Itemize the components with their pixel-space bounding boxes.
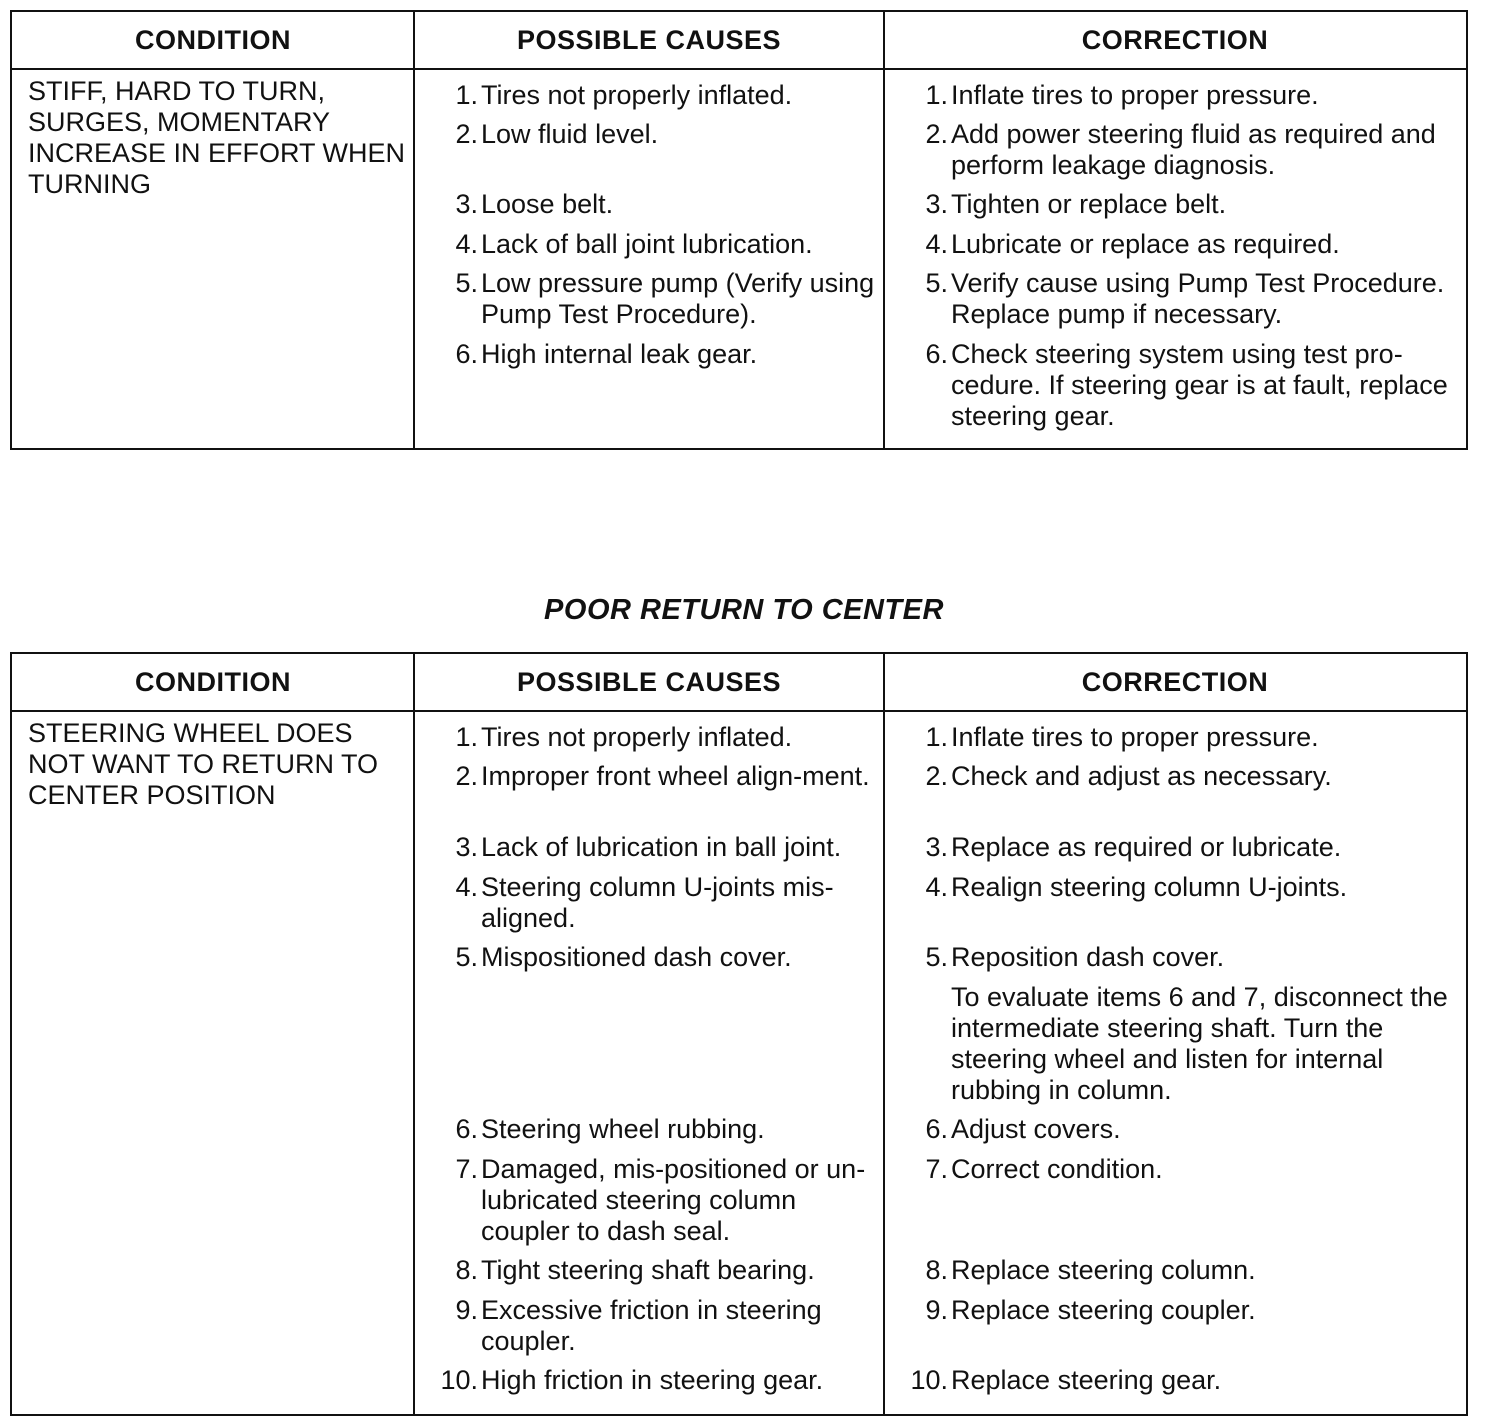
cause-text: Damaged, mis-positioned or un-lubricated steering column coupler to dash seal. — [481, 1154, 866, 1246]
cause-number: 6. — [455, 339, 478, 369]
cause-text: High internal leak gear. — [481, 339, 758, 369]
cause-text: Loose belt. — [481, 189, 614, 219]
table-row — [12, 189, 1466, 219]
evaluation-note: To evaluate items 6 and 7, disconnect the intermediate steering shaft. Turn the steering wheel and listen for internal rubbing in column. — [951, 982, 1448, 1105]
cause-number: 2. — [455, 761, 478, 791]
correction-text: Check and adjust as necessary. — [951, 761, 1332, 791]
table-header — [12, 654, 1466, 712]
table-row — [12, 1365, 1466, 1395]
cause-text: Improper front wheel align-ment. — [481, 761, 870, 791]
table-row — [12, 982, 1466, 1105]
correction-text: Inflate tires to proper pressure. — [951, 722, 1319, 752]
correction-number: 6. — [925, 1114, 948, 1144]
correction-text: Replace steering coupler. — [951, 1295, 1256, 1325]
cause-number: 4. — [455, 229, 478, 259]
cause-number: 1. — [455, 722, 478, 752]
cause-text: Lack of ball joint lubrication. — [481, 229, 813, 259]
cause-text: Mispositioned dash cover. — [481, 942, 792, 972]
correction-text: Add power steering fluid as required and perform leakage diagnosis. — [951, 119, 1436, 180]
section-title: POOR RETURN TO CENTER — [544, 594, 944, 626]
correction-text: Inflate tires to proper pressure. — [951, 80, 1319, 110]
cause-text: High friction in steering gear. — [481, 1365, 824, 1395]
table-row — [12, 832, 1466, 862]
correction-number: 4. — [925, 872, 948, 902]
cause-text: Tires not properly inflated. — [481, 80, 793, 110]
header-condition: CONDITION — [135, 666, 291, 697]
correction-number: 4. — [925, 229, 948, 259]
cause-number: 5. — [455, 268, 478, 298]
cause-number: 1. — [455, 80, 478, 110]
correction-number: 10. — [910, 1365, 948, 1395]
cause-text: Tires not properly inflated. — [481, 722, 793, 752]
cause-number: 3. — [455, 832, 478, 862]
cause-number: 2. — [455, 119, 478, 149]
correction-text: Reposition dash cover. — [951, 942, 1225, 972]
column-divider — [883, 12, 885, 448]
correction-number: 3. — [925, 832, 948, 862]
table-row — [12, 1255, 1466, 1285]
header-possible-causes: POSSIBLE CAUSES — [516, 666, 782, 697]
cause-text: Steering column U-joints mis-aligned. — [481, 872, 834, 933]
table-row — [12, 119, 1466, 180]
diagnosis-table-stiff-steering — [10, 10, 1468, 450]
diagnosis-table-poor-return — [10, 652, 1468, 1416]
column-divider — [883, 654, 885, 1414]
header-correction: CORRECTION — [1081, 24, 1269, 55]
cause-number: 10. — [440, 1365, 478, 1395]
cause-number: 3. — [455, 189, 478, 219]
column-divider — [413, 12, 415, 448]
correction-text: Verify cause using Pump Test Procedure. Replace pump if necessary. — [951, 268, 1445, 329]
cause-number: 6. — [455, 1114, 478, 1144]
table-row — [12, 268, 1466, 329]
column-divider — [413, 654, 415, 1414]
condition-text: STIFF, HARD TO TURN, SURGES, MOMENTARY INCREASE IN EFFORT WHEN TURNING — [28, 76, 406, 199]
cause-number: 7. — [455, 1154, 478, 1184]
correction-number: 7. — [925, 1154, 948, 1184]
cause-text: Steering wheel rubbing. — [481, 1114, 765, 1144]
correction-text: Lubricate or replace as required. — [951, 229, 1340, 259]
header-correction: CORRECTION — [1081, 666, 1269, 697]
correction-text: Tighten or replace belt. — [951, 189, 1227, 219]
table-row — [12, 761, 1466, 791]
correction-number: 2. — [925, 119, 948, 149]
correction-number: 5. — [925, 942, 948, 972]
correction-number: 6. — [925, 339, 948, 369]
correction-number: 1. — [925, 722, 948, 752]
table-row — [12, 229, 1466, 259]
cause-text: Excessive friction in steering coupler. — [481, 1295, 822, 1356]
cause-number: 9. — [455, 1295, 478, 1325]
header-possible-causes: POSSIBLE CAUSES — [516, 24, 782, 55]
cause-number: 4. — [455, 872, 478, 902]
table-row — [12, 339, 1466, 431]
correction-text: Replace steering gear. — [951, 1365, 1222, 1395]
cause-text: Tight steering shaft bearing. — [481, 1255, 815, 1285]
correction-number: 9. — [925, 1295, 948, 1325]
cause-text: Low fluid level. — [481, 119, 659, 149]
correction-number: 5. — [925, 268, 948, 298]
correction-text: Realign steering column U-joints. — [951, 872, 1348, 902]
header-condition: CONDITION — [135, 24, 291, 55]
correction-number: 8. — [925, 1255, 948, 1285]
cause-text: Low pressure pump (Verify using Pump Test Procedure). — [481, 268, 875, 329]
correction-text: Correct condition. — [951, 1154, 1163, 1184]
correction-number: 3. — [925, 189, 948, 219]
table-header — [12, 12, 1466, 70]
correction-number: 2. — [925, 761, 948, 791]
correction-text: Replace steering column. — [951, 1255, 1256, 1285]
cause-text: Lack of lubrication in ball joint. — [481, 832, 842, 862]
correction-text: Replace as required or lubricate. — [951, 832, 1342, 862]
correction-text: Check steering system using test pro-cedure. If steering gear is at fault, replace steering gear. — [951, 339, 1448, 431]
correction-number: 1. — [925, 80, 948, 110]
cause-number: 8. — [455, 1255, 478, 1285]
table-row — [12, 80, 1466, 110]
correction-text: Adjust covers. — [951, 1114, 1121, 1144]
cause-number: 5. — [455, 942, 478, 972]
table-row — [12, 722, 1466, 752]
table-row — [12, 1114, 1466, 1144]
condition-text: STEERING WHEEL DOES NOT WANT TO RETURN TO CENTER POSITION — [28, 718, 379, 810]
table-row — [12, 942, 1466, 972]
table-row — [12, 1295, 1466, 1356]
table-row — [12, 1154, 1466, 1246]
table-row — [12, 872, 1466, 933]
